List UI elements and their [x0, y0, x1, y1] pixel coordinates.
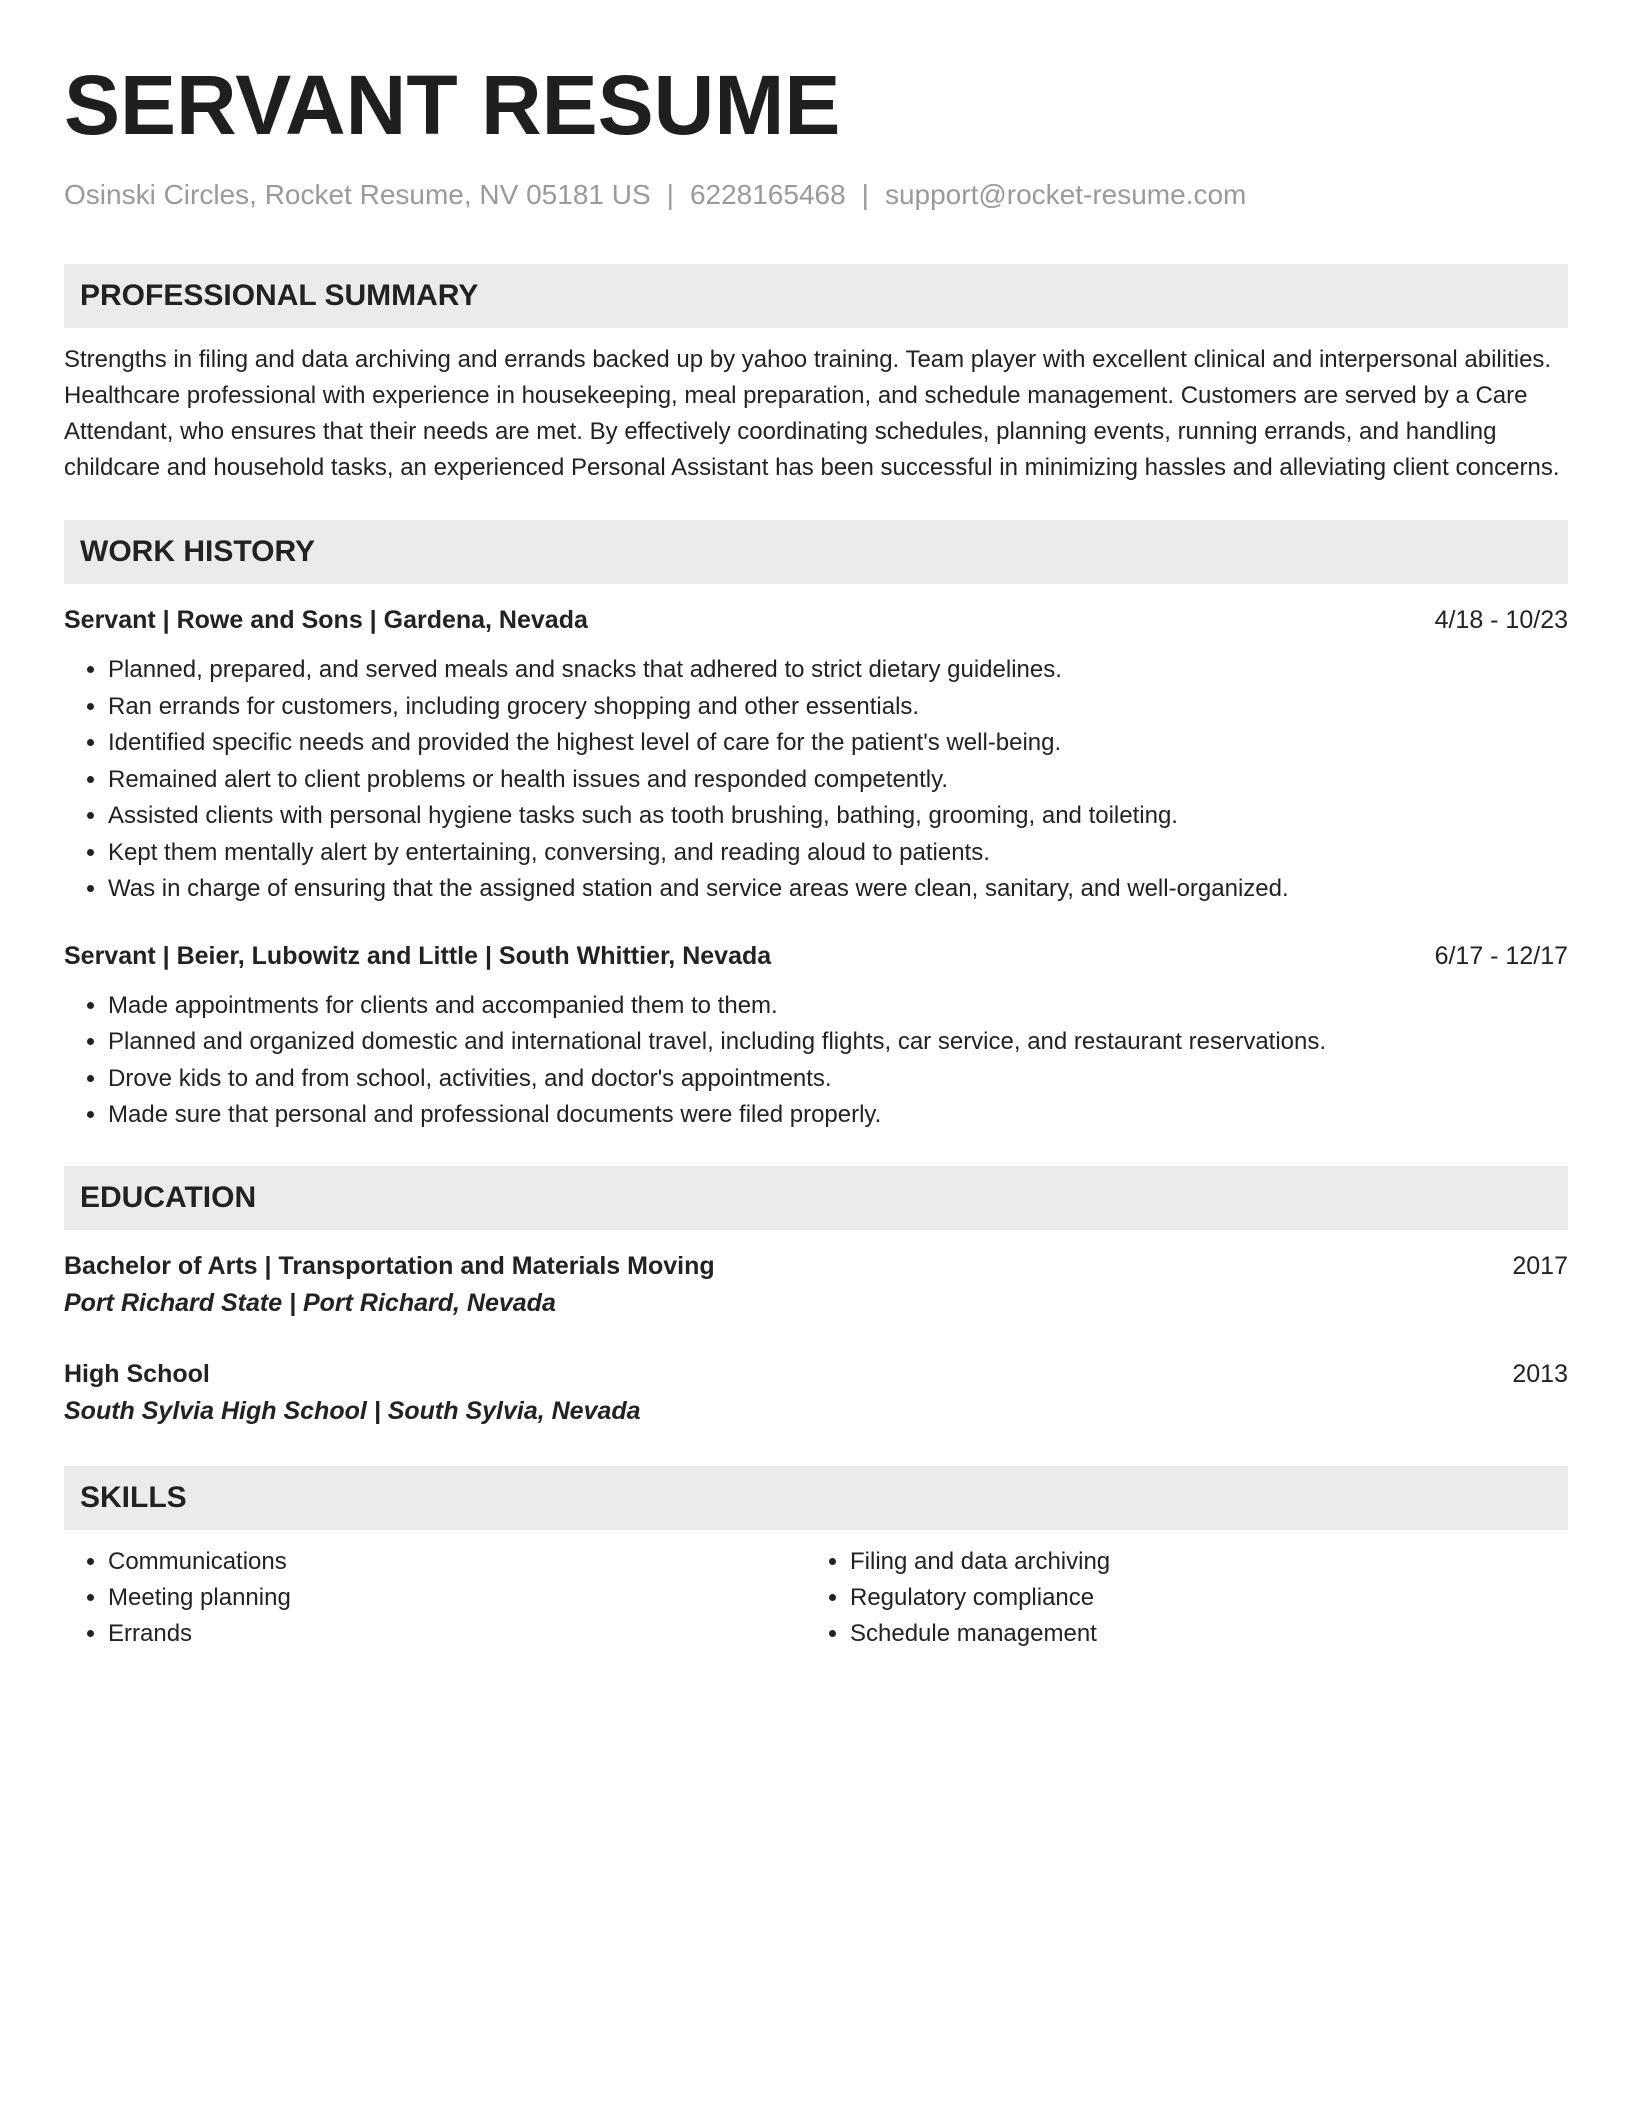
job-duties — [64, 652, 1568, 908]
skill-item: • Meeting planning — [108, 1580, 806, 1616]
skills-grid — [64, 1544, 1568, 1652]
job-duty-item: • Planned and organized domestic and international travel, including flights, car service, and restaurant reservations. — [108, 1024, 1568, 1061]
job-header — [64, 602, 1568, 638]
job-duty-item: • Remained alert to client problems or health issues and responded competently. — [108, 762, 1568, 799]
education-section — [64, 1166, 1568, 1430]
skill-item: • Filing and data archiving — [850, 1544, 1548, 1580]
job-duty-item: • Was in charge of ensuring that the assigned station and service areas were clean, sanitary, and well-organized. — [108, 871, 1568, 908]
job-dates: 4/18 - 10/23 — [1434, 606, 1568, 634]
job-title: Servant | Rowe and Sons | Gardena, Nevada — [64, 606, 588, 634]
education-entry — [64, 1248, 1568, 1322]
job-duties — [64, 988, 1568, 1134]
school-name: South Sylvia High School | South Sylvia, Nevada — [64, 1396, 641, 1425]
skills-section — [64, 1466, 1568, 1652]
job-duty-item: • Made appointments for clients and accompanied them to them. — [108, 988, 1568, 1025]
school-name: Port Richard State | Port Richard, Nevada — [64, 1288, 556, 1317]
contact-separator: | — [861, 179, 869, 210]
contact-address: Osinski Circles, Rocket Resume, NV 05181 US — [64, 179, 651, 210]
resume-name: SERVANT RESUME — [64, 58, 841, 152]
professional-summary-section — [64, 264, 1568, 486]
summary-text: Strengths in filing and data archiving and errands backed up by yahoo training. Team player with excellent clinical and interpersonal abilities. Healthcare professional with experience in housekeeping, meal preparation, and schedule management. Customers are served by a Care Attendant, who ensures that their needs are met. By effectively coordinating schedules, planning events, running errands, and handling childcare and household tasks, an experienced Personal Assistant has been successful in minimizing hassles and alleviating client concerns. — [64, 346, 1560, 481]
job-duty-item: • Kept them mentally alert by entertaining, conversing, and reading aloud to patients. — [108, 835, 1568, 872]
job-header — [64, 938, 1568, 974]
job-duty-item: • Planned, prepared, and served meals and snacks that adhered to strict dietary guidelines. — [108, 652, 1568, 689]
job-title: Servant | Beier, Lubowitz and Little | South Whittier, Nevada — [64, 941, 772, 970]
resume-page — [64, 60, 1568, 1652]
degree-title: High School — [64, 1359, 210, 1388]
contact-separator: | — [666, 179, 674, 210]
skills-column-left — [64, 1544, 806, 1652]
skills-column-right — [806, 1544, 1548, 1652]
skill-item: • Errands — [108, 1616, 806, 1652]
graduation-year: 2017 — [1512, 1251, 1568, 1280]
job-entry — [64, 938, 1568, 1134]
section-heading-skills: SKILLS — [64, 1466, 1568, 1530]
work-history-section — [64, 520, 1568, 1134]
section-heading-summary: PROFESSIONAL SUMMARY — [64, 264, 1568, 328]
job-entry — [64, 602, 1568, 908]
job-duty-item: • Identified specific needs and provided the highest level of care for the patient's well-being. — [108, 725, 1568, 762]
job-duty-item: • Ran errands for customers, including grocery shopping and other essentials. — [108, 689, 1568, 726]
job-duty-item: • Drove kids to and from school, activities, and doctor's appointments. — [108, 1061, 1568, 1098]
contact-line — [64, 178, 1568, 212]
job-duty-item: • Assisted clients with personal hygiene tasks such as tooth brushing, bathing, grooming, and toileting. — [108, 798, 1568, 835]
skill-item: • Communications — [108, 1544, 806, 1580]
contact-email: support@rocket-resume.com — [884, 179, 1247, 210]
section-heading-work-history: WORK HISTORY — [64, 520, 1568, 584]
degree-title: Bachelor of Arts | Transportation and Materials Moving — [64, 1251, 715, 1280]
education-entry — [64, 1356, 1568, 1430]
section-heading-education: EDUCATION — [64, 1166, 1568, 1230]
job-duty-item: • Made sure that personal and professional documents were filed properly. — [108, 1097, 1568, 1134]
skill-item: • Regulatory compliance — [850, 1580, 1548, 1616]
contact-phone: 6228165468 — [689, 179, 846, 210]
education-header — [64, 1356, 1568, 1392]
skill-item: • Schedule management — [850, 1616, 1548, 1652]
graduation-year: 2013 — [1512, 1359, 1568, 1388]
job-dates: 6/17 - 12/17 — [1434, 941, 1568, 970]
education-header — [64, 1248, 1568, 1284]
